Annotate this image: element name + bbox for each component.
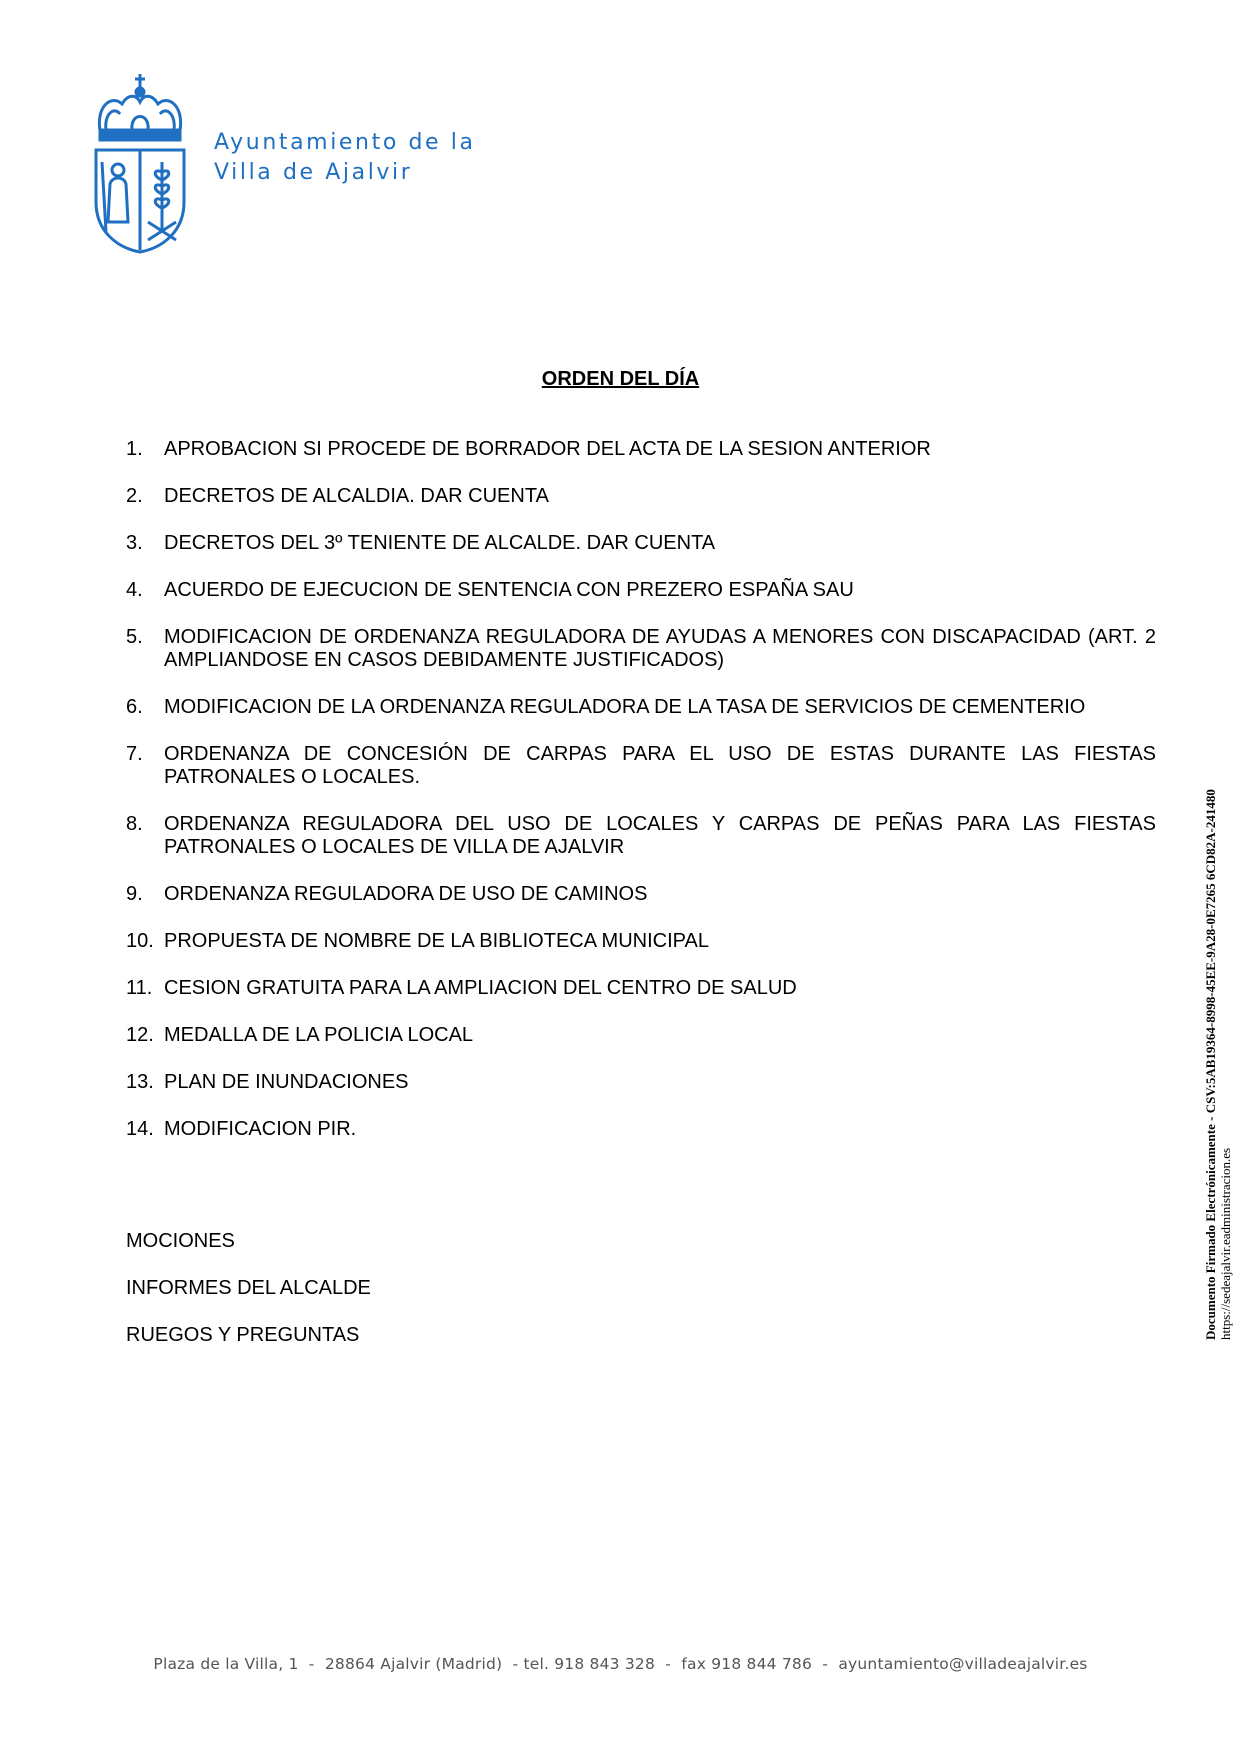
agenda-item-number: 1. (126, 438, 143, 460)
organization-name (214, 128, 476, 188)
agenda-item-text: ACUERDO DE EJECUCION DE SENTENCIA CON PREZERO ESPAÑA SAU (164, 579, 854, 601)
agenda-item-text: CESION GRATUITA PARA LA AMPLIACION DEL CENTRO DE SALUD (164, 977, 797, 999)
agenda-item (126, 1071, 1156, 1094)
agenda-item-number: 3. (126, 532, 143, 554)
agenda-item-number: 8. (126, 813, 143, 835)
agenda-item-text: MODIFICACION DE ORDENANZA REGULADORA DE AYUDAS A MENORES CON DISCAPACIDAD (ART. 2 AMPLIANDOSE EN CASOS DEBIDAMENTE JUSTIFICADOS) (164, 626, 1156, 671)
agenda-item (126, 579, 1156, 602)
agenda-item (126, 743, 1156, 789)
agenda-item-number: 12. (126, 1024, 154, 1046)
organization-name-line1: Ayuntamiento de la (214, 130, 476, 155)
agenda-item (126, 930, 1156, 953)
agenda-item (126, 883, 1156, 906)
agenda-item-number: 4. (126, 579, 143, 601)
agenda-item-text: DECRETOS DE ALCALDIA. DAR CUENTA (164, 485, 549, 507)
agenda-item (126, 1118, 1156, 1141)
agenda-item-number: 6. (126, 696, 143, 718)
agenda-item-text: ORDENANZA DE CONCESIÓN DE CARPAS PARA EL USO DE ESTAS DURANTE LAS FIESTAS PATRONALES O LOCALES. (164, 743, 1156, 788)
agenda-item-text: DECRETOS DEL 3º TENIENTE DE ALCALDE. DAR CUENTA (164, 532, 716, 554)
agenda-item-number: 14. (126, 1118, 154, 1140)
agenda-item-text: PROPUESTA DE NOMBRE DE LA BIBLIOTECA MUNICIPAL (164, 930, 709, 952)
agenda-item (126, 532, 1156, 555)
agenda-item-text: MODIFICACION DE LA ORDENANZA REGULADORA DE LA TASA DE SERVICIOS DE CEMENTERIO (164, 696, 1086, 718)
agenda-item (126, 438, 1156, 461)
section-ruegos-preguntas: RUEGOS Y PREGUNTAS (126, 1324, 360, 1346)
agenda-item-text: MODIFICACION PIR. (164, 1118, 357, 1140)
agenda-item (126, 626, 1156, 672)
agenda-item (126, 813, 1156, 859)
agenda-item-text: ORDENANZA REGULADORA DE USO DE CAMINOS (164, 883, 648, 905)
agenda-item-number: 5. (126, 626, 143, 648)
agenda-item-number: 13. (126, 1071, 154, 1093)
agenda-item-text: PLAN DE INUNDACIONES (164, 1071, 409, 1093)
agenda-item (126, 696, 1156, 719)
signature-verification-url: https://sedeajalvir.eadministracion.es (1218, 1147, 1233, 1340)
coat-of-arms-icon (92, 72, 188, 254)
agenda-item-number: 9. (126, 883, 143, 905)
agenda-item-number: 2. (126, 485, 143, 507)
agenda-item (126, 977, 1156, 1000)
section-informes-alcalde: INFORMES DEL ALCALDE (126, 1277, 371, 1299)
closing-sections (126, 1230, 371, 1371)
signature-csv: Documento Firmado Electrónicamente - CSV:5AB19364-8998-45EE-9A28-0E7265 6CD82A-241480 (1203, 789, 1218, 1340)
organization-name-line2: Villa de Ajalvir (214, 160, 413, 185)
agenda-item (126, 1024, 1156, 1047)
footer-contact: Plaza de la Villa, 1 - 28864 Ajalvir (Madrid) - tel. 918 843 328 - fax 918 844 786 - ayuntamiento@villadeajalvir.es (153, 1655, 1088, 1673)
electronic-signature-stamp (1203, 700, 1233, 1340)
agenda-item-text: ORDENANZA REGULADORA DEL USO DE LOCALES Y CARPAS DE PEÑAS PARA LAS FIESTAS PATRONALES O LOCALES DE VILLA DE AJALVIR (164, 813, 1156, 858)
agenda-item (126, 485, 1156, 508)
section-mociones: MOCIONES (126, 1230, 235, 1252)
document-title: ORDEN DEL DÍA (541, 368, 700, 390)
agenda-item-number: 11. (126, 977, 153, 999)
agenda-item-text: APROBACION SI PROCEDE DE BORRADOR DEL ACTA DE LA SESION ANTERIOR (164, 438, 931, 460)
agenda-list (126, 438, 1156, 1165)
agenda-item-text: MEDALLA DE LA POLICIA LOCAL (164, 1024, 474, 1046)
agenda-item-number: 7. (126, 743, 143, 765)
agenda-item-number: 10. (126, 930, 154, 952)
